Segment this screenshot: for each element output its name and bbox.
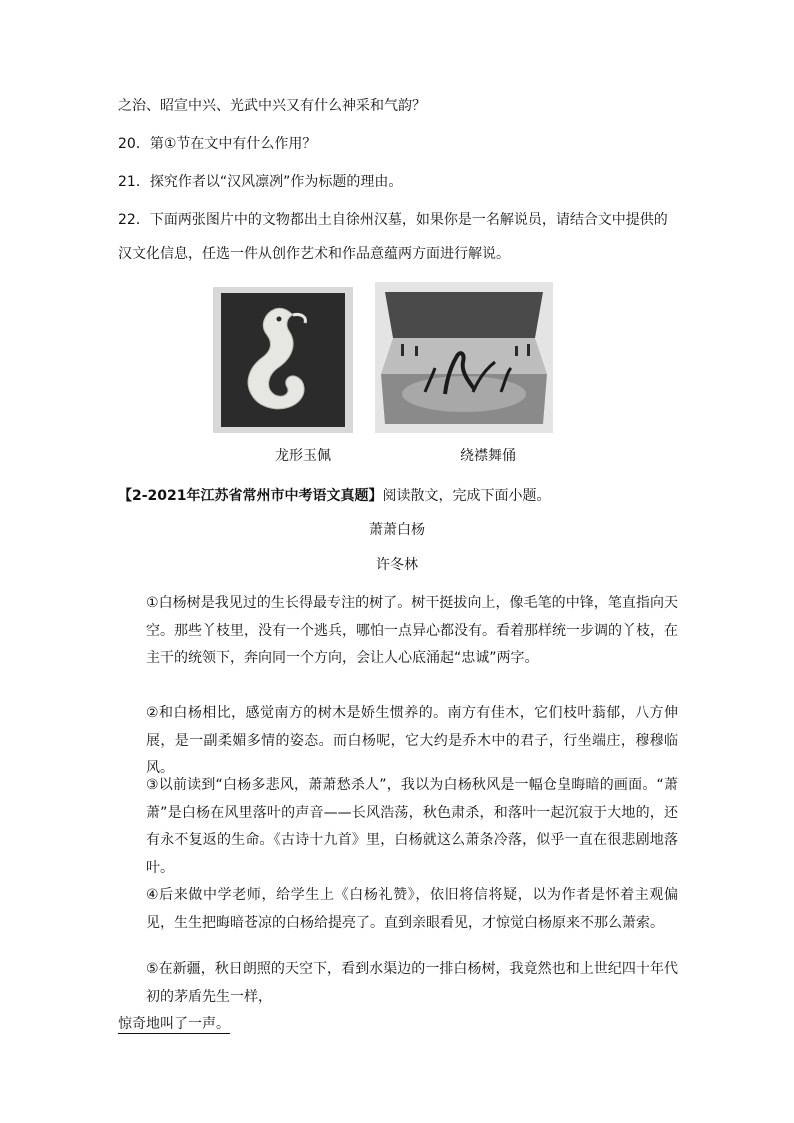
- paragraph-5: [118, 956, 678, 1039]
- paragraph-5-text: ⑤在新疆，秋日朗照的天空下，看到水渠边的一排白杨树，我竟然也和上世纪四十年代初的茅盾先生一样，: [146, 961, 678, 1005]
- paragraph-4-text: ④后来做中学老师，给学生上《白杨礼赞》，依旧将信将疑，以为作者是怀着主观偏见，生生把晦暗苍凉的白杨给提亮了。直到亲眼看见，才惊觉白杨原来不那么萧索。: [146, 887, 678, 931]
- section-tag: 【2-2021年江苏省常州市中考语文真题】: [118, 488, 383, 504]
- question-21: 21．探究作者以“汉风凛冽”作为标题的理由。: [118, 174, 403, 190]
- question-20: 20．第①节在文中有什么作用？: [118, 136, 317, 152]
- right-figure-caption: 绕襟舞俑: [460, 448, 516, 464]
- paragraph-4: [118, 882, 678, 937]
- section-instruction: 阅读散文，完成下面小题。: [382, 488, 551, 504]
- paragraph-1-text: ①白杨树是我见过的生长得最专注的树了。树干挺拔向上，像毛笔的中锋，笔直指向天空。那些丫枝里，没有一个逃兵，哪怕一点异心都没有。看着那样统一步调的丫枝，在主干的统领下，奔向同一个方向，会让人心底涌起“忠诚”两字。: [146, 595, 678, 666]
- article-author: 许冬林: [376, 557, 418, 573]
- paragraph-1: [118, 590, 678, 673]
- question-22-line1: 22．下面两张图片中的文物都出土自徐州汉墓，如果你是一名解说员，请结合文中提供的: [118, 212, 668, 228]
- article-title: 萧萧白杨: [369, 522, 425, 538]
- paragraph-2-text: ②和白杨相比，感觉南方的树木是娇生惯养的。南方有佳木，它们枝叶蓊郁，八方伸展，是一副柔媚多情的姿态。而白杨呢，它大约是乔木中的君子，行坐端庄，穆穆临风。: [146, 705, 678, 776]
- dragon-jade-photo: [213, 287, 353, 433]
- dancing-figurines-image: [375, 282, 553, 433]
- left-figure-caption: 龙形玉佩: [275, 448, 331, 464]
- question-22-line2: 汉文化信息，任选一件从创作艺术和作品意蕴两方面进行解说。: [118, 246, 510, 262]
- question-19-tail: 之治、昭宣中兴、光武中兴又有什么神采和气韵？: [118, 98, 426, 114]
- paragraph-3: [118, 772, 678, 882]
- paragraph-3-text: ③以前读到“白杨多悲风，萧萧愁杀人”，我以为白杨秋风是一幅仓皇晦暗的画面。“萧萧”是白杨在风里落叶的声音——长风浩荡，秋色肃杀，和落叶一起沉寂于大地的，还有永不复返的生命。《古诗十九首》里，白杨就这么萧条冷落，似乎一直在很悲剧地落叶。: [146, 777, 678, 876]
- section-header: [118, 486, 551, 506]
- dancing-figurines-photo: [375, 282, 553, 433]
- paragraph-5-underlined: 惊奇地叫了一声。: [118, 1016, 230, 1032]
- paragraph-2: [118, 700, 678, 783]
- dragon-jade-image: [213, 287, 353, 433]
